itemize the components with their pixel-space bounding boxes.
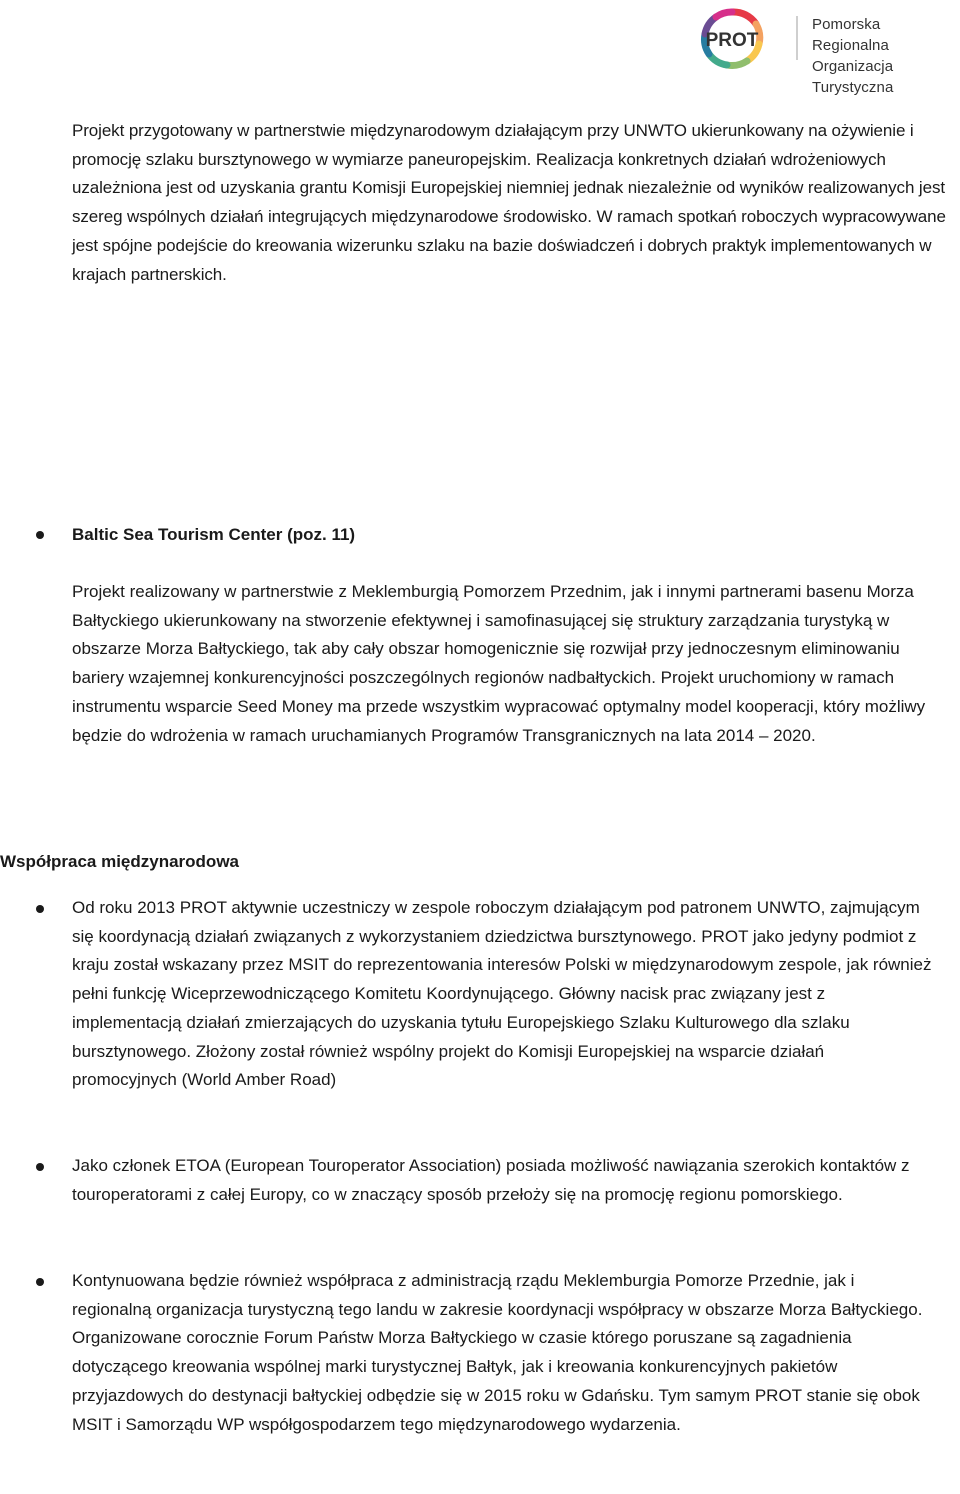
logo-name-line-1: Pomorska Regionalna — [812, 16, 889, 54]
list-item: Jako członek ETOA (European Touroperator Association) posiada możliwość nawiązania szerokich kontaktów z touroperatorami z całej Europy, co w znaczący sposób przełoży się na promocję regionu pomorskiego. — [72, 1156, 910, 1204]
bullet-icon — [36, 1163, 44, 1171]
baltic-sea-tourism-center-paragraph: Projekt realizowany w partnerstwie z Meklemburgią Pomorzem Przednim, jak i innymi partnerami basenu Morza Bałtyckiego ukierunkowany na stworzenie efektywnej i samofinasującej się struktury zarządzania turystyką w obszarze Morza Bałtyckiego, tak aby cały obszar homogenicznie się rozwijał przy jednoczesnym eliminowaniu bariery wzajemnej konkurencyjności poszczególnych regionów nadbałtyckich. Projekt uruchomiony w ramach instrumentu wsparcie Seed Money ma przede wszystkim wypracować optymalny model kooperacji, który możliwy będzie do wdrożenia w ramach uruchamianych Programów Transgranicznych na lata 2014 – 2020. — [72, 582, 926, 745]
logo-name-line-2: Organizacja Turystyczna — [812, 58, 894, 96]
prot-logo — [672, 6, 957, 96]
intro-paragraph: Projekt przygotowany w partnerstwie międzynarodowym działającym przy UNWTO ukierunkowany na ożywienie i promocję szlaku bursztynowego w wymiarze paneuropejskim. Realizacja konkretnych działań wdrożeniowych uzależniona jest od uzyskania grantu Komisji Europejskiej niemniej jednak niezależnie od wyników realizowanych jest szereg wspólnych działań integrujących międzynarodowe środowisko. W ramach spotkań roboczych wypracowywane jest spójne podejście do kreowania wizerunku szlaku na bazie doświadczeń i dobrych praktyk implementowanych w krajach partnerskich. — [72, 121, 946, 284]
bullet-heading-baltic-sea-tourism-center: Baltic Sea Tourism Center (poz. 11) — [72, 525, 356, 544]
bullet-icon — [36, 905, 44, 913]
list-item: Od roku 2013 PROT aktywnie uczestniczy w zespole roboczym działającym pod patronem UNWTO, zajmującym się koordynacją działań związanych z wykorzystaniem dziedzictwa bursztynowego. PROT jako jedyny podmiot z kraju został wskazany przez MSIT do reprezentowania interesów Polski w międzynarodowym zespole, jak również pełni funkcję Wiceprzewodniczącego Komitetu Koordynującego. Główny nacisk prac związany jest z implementacją działań zmierzających do uzyskania tytułu Europejskiego Szlaku Kulturowego dla szlaku bursztynowego. Złożony został również wspólny projekt do Komisji Europejskiej na wsparcie działań promocyjnych (World Amber Road) — [72, 898, 932, 1090]
section-heading-international-cooperation: Współpraca międzynarodowa — [0, 852, 239, 871]
prot-logo-ring-icon — [672, 6, 792, 70]
logo-org-name — [812, 14, 957, 98]
list-item: Kontynuowana będzie również współpraca z administracją rządu Meklemburgia Pomorze Przednie, jak i regionalną organizacja turystyczną tego landu w zakresie koordynacji współpracy w obszarze Morza Bałtyckiego. Organizowane corocznie Forum Państw Morza Bałtyckiego w czasie którego poruszane są zagadnienia dotyczącego kreowania wspólnej marki turystycznej Bałtyk, jak i kreowania konkurencyjnych pakietów przyjazdowych do destynacji bałtyckiej odbędzie się w 2015 roku w Gdańsku. Tym samym PROT stanie się obok MSIT i Samorządu WP współgospodarzem tego międzynarodowego wydarzenia. — [72, 1271, 923, 1434]
logo-divider — [796, 16, 798, 60]
bullet-icon — [36, 531, 44, 539]
bullet-icon — [36, 1278, 44, 1286]
logo-acronym: PROT — [705, 30, 759, 51]
